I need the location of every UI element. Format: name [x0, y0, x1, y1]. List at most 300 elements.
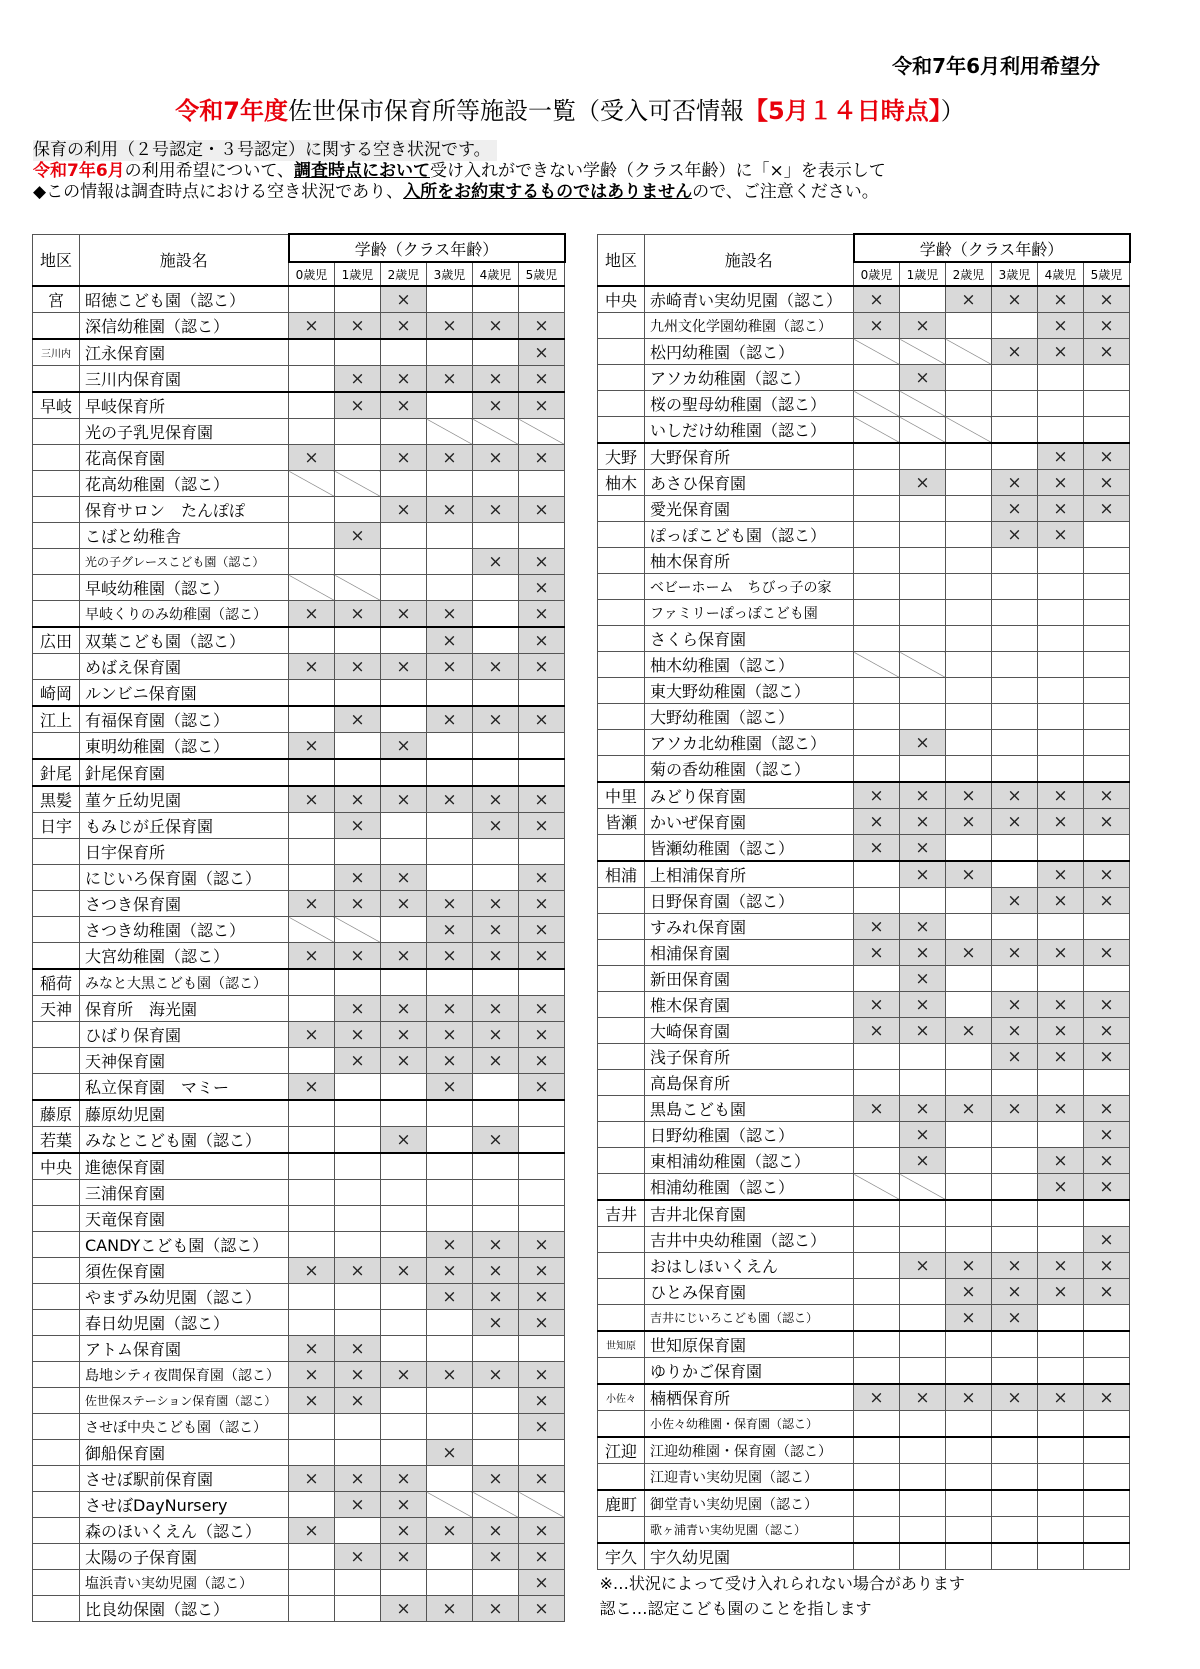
facility-name: アソカ北幼稚園（認こ） [645, 730, 854, 756]
full-cell: × [381, 1544, 427, 1570]
not-applicable-cell [473, 419, 519, 445]
open-cell [381, 523, 427, 549]
open-cell [1038, 548, 1084, 574]
full-cell: × [335, 1492, 381, 1518]
facility-row [33, 733, 565, 760]
full-cell: × [473, 996, 519, 1022]
open-cell [946, 1490, 992, 1517]
district-cell: 稲荷 [33, 969, 80, 996]
facility-row [33, 471, 565, 497]
facility-name: 須佐保育園 [80, 1258, 289, 1284]
district-cell [598, 574, 645, 600]
open-cell [289, 813, 335, 839]
open-cell [289, 759, 335, 786]
full-cell: × [854, 940, 900, 966]
facility-row [33, 366, 565, 393]
open-cell [1038, 391, 1084, 417]
open-cell [381, 1284, 427, 1310]
facility-name: 春日幼児園（認こ） [80, 1310, 289, 1336]
facility-row [33, 1414, 565, 1440]
full-cell: × [519, 1544, 565, 1570]
full-cell: × [946, 1305, 992, 1332]
age-header: 1歳児 [900, 262, 946, 286]
full-cell: × [992, 1384, 1038, 1411]
facility-name: 日宇保育所 [80, 839, 289, 865]
age-header: 0歳児 [289, 262, 335, 286]
full-cell: × [473, 1518, 519, 1544]
facility-row [598, 756, 1130, 783]
open-cell [289, 1570, 335, 1596]
full-cell: × [1038, 1253, 1084, 1279]
facility-name: 保育所 海光園 [80, 996, 289, 1022]
age-header: 1歳児 [335, 262, 381, 286]
district-cell [598, 730, 645, 756]
district-cell [33, 733, 80, 760]
district-cell [598, 940, 645, 966]
open-cell [992, 391, 1038, 417]
open-cell [992, 548, 1038, 574]
open-cell [427, 733, 473, 760]
open-cell [946, 548, 992, 574]
district-cell [33, 1180, 80, 1206]
facility-row [33, 706, 565, 733]
district-cell [33, 419, 80, 445]
open-cell [946, 1227, 992, 1253]
facility-name: あさひ保育園 [645, 470, 854, 496]
district-cell [598, 914, 645, 940]
open-cell [381, 706, 427, 733]
facility-name: やまずみ幼児園（認こ） [80, 1284, 289, 1310]
open-cell [1084, 1411, 1130, 1438]
open-cell [992, 1517, 1038, 1544]
open-cell [427, 339, 473, 366]
open-cell [1038, 1305, 1084, 1332]
open-cell [992, 1358, 1038, 1385]
full-cell: × [473, 1466, 519, 1492]
full-cell: × [1038, 286, 1084, 313]
open-cell [946, 1044, 992, 1070]
facility-name: にじいろ保育園（認こ） [80, 865, 289, 891]
open-cell [946, 574, 992, 600]
full-cell: × [381, 497, 427, 523]
facility-row [33, 445, 565, 471]
open-cell [1084, 1358, 1130, 1385]
full-cell: × [1084, 1148, 1130, 1174]
open-cell [289, 627, 335, 654]
open-cell [427, 1336, 473, 1362]
district-cell: 三川内 [33, 339, 80, 366]
full-cell: × [335, 786, 381, 813]
facility-row [33, 839, 565, 865]
facility-row [33, 1048, 565, 1074]
facility-row [598, 496, 1130, 522]
open-cell [900, 1490, 946, 1517]
page-title [0, 91, 1140, 126]
facility-row [598, 861, 1130, 888]
facility-header: 施設名 [645, 234, 854, 286]
full-cell: × [854, 286, 900, 313]
facility-name: みどり保育園 [645, 782, 854, 809]
facility-row [33, 575, 565, 601]
open-cell [1084, 600, 1130, 626]
open-cell [473, 865, 519, 891]
facility-row [598, 809, 1130, 835]
full-cell: × [946, 286, 992, 313]
open-cell [473, 471, 519, 497]
district-cell [33, 1074, 80, 1101]
facility-name: CANDYこども園（認こ） [80, 1232, 289, 1258]
full-cell: × [854, 313, 900, 339]
not-applicable-cell [289, 471, 335, 497]
open-cell [289, 706, 335, 733]
open-cell [381, 813, 427, 839]
full-cell: × [900, 1384, 946, 1411]
intro-text: 受け入れができない学齢（クラス年齢）に「×」を表示して [430, 161, 886, 181]
district-cell [598, 1279, 645, 1305]
full-cell: × [519, 917, 565, 943]
open-cell [900, 1227, 946, 1253]
facility-row [598, 365, 1130, 391]
facility-row [33, 969, 565, 996]
full-cell: × [335, 706, 381, 733]
full-cell: × [1038, 809, 1084, 835]
not-applicable-cell [335, 471, 381, 497]
open-cell [473, 575, 519, 601]
full-cell: × [519, 1388, 565, 1414]
open-cell [946, 1070, 992, 1096]
full-cell: × [1084, 496, 1130, 522]
open-cell [1038, 1543, 1084, 1570]
open-cell [1084, 756, 1130, 783]
full-cell: × [335, 366, 381, 393]
open-cell [289, 392, 335, 419]
open-cell [519, 1100, 565, 1127]
open-cell [946, 600, 992, 626]
facility-name: 針尾保育園 [80, 759, 289, 786]
open-cell [289, 1440, 335, 1466]
open-cell [519, 1127, 565, 1154]
open-cell [1038, 1358, 1084, 1385]
district-cell: 早岐 [33, 392, 80, 419]
full-cell: × [1038, 940, 1084, 966]
full-cell: × [335, 865, 381, 891]
facility-name: 佐世保ステーション保育園（認こ） [80, 1388, 289, 1414]
open-cell [335, 286, 381, 313]
facility-name: 江永保育園 [80, 339, 289, 366]
facility-row [598, 1018, 1130, 1044]
facility-name: 進徳保育園 [80, 1153, 289, 1180]
facility-name: めばえ保育園 [80, 654, 289, 680]
full-cell: × [427, 1232, 473, 1258]
full-cell: × [519, 1048, 565, 1074]
open-cell [992, 574, 1038, 600]
open-cell [900, 286, 946, 313]
full-cell: × [473, 654, 519, 680]
age-header: 2歳児 [381, 262, 427, 286]
facility-row [33, 759, 565, 786]
usage-month-label: 令和7年6月利用希望分 [892, 54, 1100, 78]
not-applicable-cell [946, 417, 992, 444]
not-applicable-cell [900, 417, 946, 444]
full-cell: × [381, 996, 427, 1022]
district-cell [33, 1596, 80, 1622]
full-cell: × [900, 730, 946, 756]
full-cell: × [854, 1018, 900, 1044]
open-cell [289, 286, 335, 313]
full-cell: × [427, 627, 473, 654]
full-cell: × [900, 1253, 946, 1279]
open-cell [473, 339, 519, 366]
open-cell [473, 1180, 519, 1206]
district-cell: 柚木 [598, 470, 645, 496]
district-cell [598, 1070, 645, 1096]
district-cell [33, 1232, 80, 1258]
open-cell [992, 678, 1038, 704]
facility-name: 有福保育園（認こ） [80, 706, 289, 733]
full-cell: × [427, 654, 473, 680]
full-cell: × [473, 1022, 519, 1048]
open-cell [427, 1127, 473, 1154]
full-cell: × [519, 786, 565, 813]
full-cell: × [900, 966, 946, 992]
open-cell [1038, 835, 1084, 862]
facility-name: さつき保育園 [80, 891, 289, 917]
full-cell: × [519, 1074, 565, 1101]
open-cell [900, 548, 946, 574]
open-cell [854, 365, 900, 391]
open-cell [1038, 365, 1084, 391]
open-cell [946, 1411, 992, 1438]
district-cell [598, 1044, 645, 1070]
open-cell [992, 652, 1038, 678]
full-cell: × [427, 445, 473, 471]
district-cell: 世知原 [598, 1331, 645, 1358]
facility-row [598, 1543, 1130, 1570]
open-cell [289, 1206, 335, 1232]
open-cell [992, 626, 1038, 652]
full-cell: × [473, 943, 519, 970]
facility-name: 私立保育園 マミー [80, 1074, 289, 1101]
full-cell: × [519, 1284, 565, 1310]
full-cell: × [381, 1466, 427, 1492]
facility-name: 相浦保育園 [645, 940, 854, 966]
facility-name: 東相浦幼稚園（認こ） [645, 1148, 854, 1174]
facility-row [33, 943, 565, 970]
open-cell [289, 1232, 335, 1258]
open-cell [946, 835, 992, 862]
full-cell: × [427, 1362, 473, 1388]
open-cell [854, 470, 900, 496]
intro-target-month: 令和7年6月 [33, 161, 125, 181]
facility-name: 天竜保育園 [80, 1206, 289, 1232]
district-cell [33, 366, 80, 393]
full-cell: × [473, 549, 519, 575]
full-cell: × [473, 706, 519, 733]
full-cell: × [946, 1279, 992, 1305]
full-cell: × [1038, 470, 1084, 496]
full-cell: × [519, 1362, 565, 1388]
full-cell: × [1084, 1122, 1130, 1148]
facility-name: 浅子保育所 [645, 1044, 854, 1070]
open-cell [335, 680, 381, 707]
full-cell: × [381, 1492, 427, 1518]
full-cell: × [381, 865, 427, 891]
open-cell [1038, 756, 1084, 783]
full-cell: × [427, 601, 473, 628]
open-cell [854, 704, 900, 730]
full-cell: × [427, 706, 473, 733]
facility-row [598, 626, 1130, 652]
open-cell [519, 733, 565, 760]
full-cell: × [854, 1384, 900, 1411]
full-cell: × [900, 992, 946, 1018]
full-cell: × [519, 497, 565, 523]
facility-row [33, 523, 565, 549]
facility-name: 比良幼保園（認こ） [80, 1596, 289, 1622]
facility-row [598, 1331, 1130, 1358]
facility-name: 光の子乳児保育園 [80, 419, 289, 445]
open-cell [1038, 1411, 1084, 1438]
full-cell: × [381, 1258, 427, 1284]
facility-name: 深信幼稚園（認こ） [80, 313, 289, 340]
district-cell: 吉井 [598, 1200, 645, 1227]
open-cell [427, 1100, 473, 1127]
facility-row [598, 1096, 1130, 1122]
open-cell [519, 1440, 565, 1466]
open-cell [946, 1358, 992, 1385]
not-applicable-cell [519, 419, 565, 445]
facility-name: ぽっぽこども園（認こ） [645, 522, 854, 548]
full-cell: × [519, 654, 565, 680]
open-cell [427, 813, 473, 839]
open-cell [1038, 1227, 1084, 1253]
open-cell [854, 1331, 900, 1358]
facility-row [33, 313, 565, 340]
open-cell [1084, 1543, 1130, 1570]
full-cell: × [1084, 339, 1130, 365]
open-cell [946, 496, 992, 522]
full-cell: × [289, 1518, 335, 1544]
full-cell: × [381, 1022, 427, 1048]
open-cell [854, 888, 900, 914]
district-cell [33, 313, 80, 340]
facility-name: 柚木幼稚園（認こ） [645, 652, 854, 678]
open-cell [335, 1232, 381, 1258]
facility-name: 赤崎青い実幼児園（認こ） [645, 286, 854, 313]
open-cell [900, 756, 946, 783]
open-cell [854, 1517, 900, 1544]
open-cell [1084, 730, 1130, 756]
full-cell: × [519, 1022, 565, 1048]
facility-name: さくら保育園 [645, 626, 854, 652]
open-cell [992, 704, 1038, 730]
full-cell: × [992, 940, 1038, 966]
district-cell [598, 626, 645, 652]
full-cell: × [473, 1362, 519, 1388]
facility-row [33, 627, 565, 654]
open-cell [900, 1358, 946, 1385]
district-cell: 皆瀬 [598, 809, 645, 835]
open-cell [946, 1331, 992, 1358]
open-cell [854, 678, 900, 704]
full-cell: × [473, 392, 519, 419]
open-cell [1084, 704, 1130, 730]
facility-row [598, 417, 1130, 444]
open-cell [946, 1174, 992, 1201]
full-cell: × [427, 1022, 473, 1048]
full-cell: × [519, 575, 565, 601]
district-cell [33, 654, 80, 680]
open-cell [427, 286, 473, 313]
full-cell: × [1084, 1227, 1130, 1253]
facility-row [33, 1570, 565, 1596]
full-cell: × [1038, 1279, 1084, 1305]
full-cell: × [900, 1018, 946, 1044]
open-cell [335, 1570, 381, 1596]
open-cell [946, 1122, 992, 1148]
district-cell [598, 496, 645, 522]
full-cell: × [289, 445, 335, 471]
district-cell: 針尾 [33, 759, 80, 786]
full-cell: × [473, 497, 519, 523]
facility-name: アソカ幼稚園（認こ） [645, 365, 854, 391]
full-cell: × [946, 782, 992, 809]
facility-name: 高島保育所 [645, 1070, 854, 1096]
facility-row [598, 470, 1130, 496]
district-cell [33, 471, 80, 497]
age-header: 2歳児 [946, 262, 992, 286]
open-cell [854, 861, 900, 888]
open-cell [519, 471, 565, 497]
full-cell: × [1038, 443, 1084, 470]
title-close: ） [940, 97, 965, 125]
facility-name: 日野保育園（認こ） [645, 888, 854, 914]
facility-name: ひばり保育園 [80, 1022, 289, 1048]
full-cell: × [427, 891, 473, 917]
facility-row [598, 1044, 1130, 1070]
open-cell [992, 1070, 1038, 1096]
facility-row [598, 1358, 1130, 1385]
full-cell: × [1084, 1384, 1130, 1411]
district-cell [33, 549, 80, 575]
facility-row [598, 704, 1130, 730]
open-cell [381, 1232, 427, 1258]
open-cell [854, 1227, 900, 1253]
open-cell [900, 443, 946, 470]
open-cell [946, 313, 992, 339]
district-cell [598, 365, 645, 391]
open-cell [519, 680, 565, 707]
full-cell: × [427, 497, 473, 523]
open-cell [900, 600, 946, 626]
district-cell [33, 1206, 80, 1232]
full-cell: × [473, 313, 519, 340]
open-cell [854, 730, 900, 756]
facility-name: 三川内保育園 [80, 366, 289, 393]
facility-name: もみじが丘保育園 [80, 813, 289, 839]
open-cell [1038, 600, 1084, 626]
full-cell: × [381, 786, 427, 813]
full-cell: × [992, 992, 1038, 1018]
open-cell [289, 1596, 335, 1622]
full-cell: × [381, 1362, 427, 1388]
full-cell: × [519, 865, 565, 891]
facility-row [33, 1440, 565, 1466]
open-cell [1084, 548, 1130, 574]
full-cell: × [946, 1018, 992, 1044]
open-cell [473, 1153, 519, 1180]
open-cell [946, 966, 992, 992]
